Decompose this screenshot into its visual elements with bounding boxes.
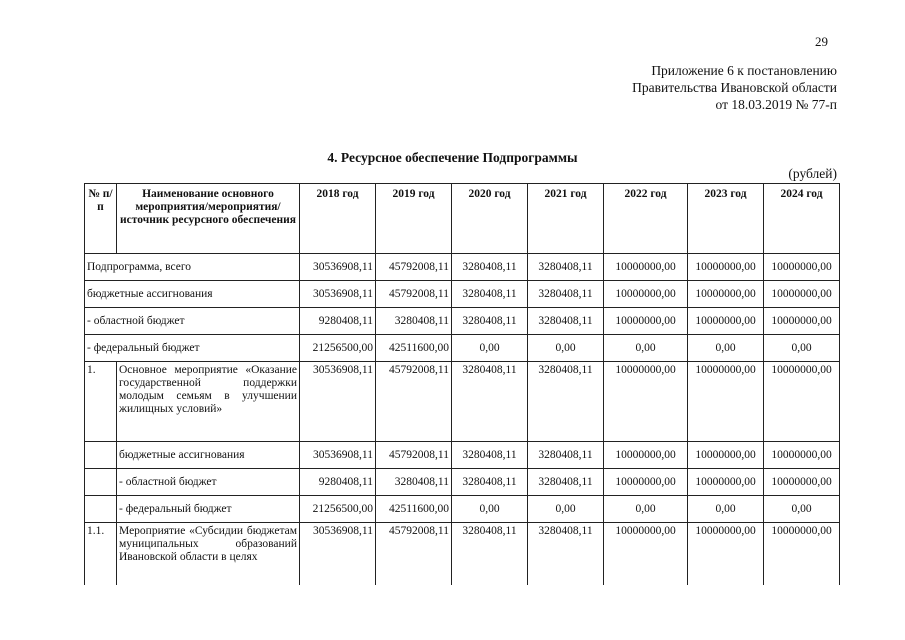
cell-value: 10000000,00 xyxy=(688,442,764,469)
table-row xyxy=(85,469,840,496)
cell-value: 0,00 xyxy=(688,335,764,362)
cell-value: 3280408,11 xyxy=(452,442,528,469)
cell-value: 3280408,11 xyxy=(452,362,528,442)
row-name: - федеральный бюджет xyxy=(85,335,300,362)
appendix-line-1: Приложение 6 к постановлению xyxy=(651,63,837,78)
unit-label: (рублей) xyxy=(788,166,837,181)
table-row xyxy=(85,496,840,523)
row-name: - федеральный бюджет xyxy=(117,496,300,523)
row-name: - областной бюджет xyxy=(85,308,300,335)
cell-value: 10000000,00 xyxy=(604,308,688,335)
header-2018: 2018 год xyxy=(300,184,376,254)
cell-value: 3280408,11 xyxy=(528,523,604,585)
cell-value: 0,00 xyxy=(604,335,688,362)
cell-value: 3280408,11 xyxy=(452,281,528,308)
cell-value: 3280408,11 xyxy=(528,362,604,442)
cell-value: 45792008,11 xyxy=(376,281,452,308)
row-num xyxy=(85,442,117,469)
header-2023: 2023 год xyxy=(688,184,764,254)
cell-value: 30536908,11 xyxy=(300,281,376,308)
table-row xyxy=(85,442,840,469)
row-num xyxy=(85,496,117,523)
row-name: Мероприятие «Субсидии бюджетам муниципальных образований Ивановской области в целях xyxy=(117,523,300,585)
cell-value: 10000000,00 xyxy=(604,442,688,469)
appendix-line-3: от 18.03.2019 № 77-п xyxy=(715,97,837,112)
resource-table xyxy=(84,183,840,585)
cell-value: 10000000,00 xyxy=(764,442,840,469)
cell-value: 3280408,11 xyxy=(376,308,452,335)
table-row xyxy=(85,523,840,585)
cell-value: 10000000,00 xyxy=(764,469,840,496)
table-row xyxy=(85,254,840,281)
row-name: бюджетные ассигнования xyxy=(117,442,300,469)
cell-value: 10000000,00 xyxy=(604,362,688,442)
table-row xyxy=(85,335,840,362)
cell-value: 10000000,00 xyxy=(688,281,764,308)
cell-value: 9280408,11 xyxy=(300,308,376,335)
row-name: бюджетные ассигнования xyxy=(85,281,300,308)
cell-value: 3280408,11 xyxy=(452,469,528,496)
cell-value: 0,00 xyxy=(604,496,688,523)
cell-value: 30536908,11 xyxy=(300,523,376,585)
header-2020: 2020 год xyxy=(452,184,528,254)
appendix-line-2: Правительства Ивановской области xyxy=(632,80,837,95)
cell-value: 10000000,00 xyxy=(764,362,840,442)
cell-value: 3280408,11 xyxy=(452,254,528,281)
cell-value: 10000000,00 xyxy=(688,362,764,442)
header-num: № п/п xyxy=(85,184,117,254)
cell-value: 0,00 xyxy=(764,335,840,362)
cell-value: 45792008,11 xyxy=(376,523,452,585)
cell-value: 10000000,00 xyxy=(764,254,840,281)
cell-value: 10000000,00 xyxy=(764,281,840,308)
cell-value: 3280408,11 xyxy=(452,523,528,585)
cell-value: 42511600,00 xyxy=(376,496,452,523)
header-2024: 2024 год xyxy=(764,184,840,254)
cell-value: 0,00 xyxy=(452,496,528,523)
cell-value: 3280408,11 xyxy=(528,442,604,469)
appendix-note xyxy=(632,62,837,113)
table-row xyxy=(85,281,840,308)
header-2022: 2022 год xyxy=(604,184,688,254)
row-name: Подпрограмма, всего xyxy=(85,254,300,281)
cell-value: 10000000,00 xyxy=(688,254,764,281)
cell-value: 42511600,00 xyxy=(376,335,452,362)
section-title: 4. Ресурсное обеспечение Подпрограммы xyxy=(327,150,578,165)
header-2019: 2019 год xyxy=(376,184,452,254)
cell-value: 10000000,00 xyxy=(604,254,688,281)
header-2021: 2021 год xyxy=(528,184,604,254)
cell-value: 0,00 xyxy=(528,335,604,362)
cell-value: 0,00 xyxy=(528,496,604,523)
cell-value: 0,00 xyxy=(688,496,764,523)
cell-value: 3280408,11 xyxy=(528,281,604,308)
cell-value: 10000000,00 xyxy=(604,281,688,308)
table-header-row xyxy=(85,184,840,254)
cell-value: 45792008,11 xyxy=(376,362,452,442)
cell-value: 30536908,11 xyxy=(300,254,376,281)
row-num: 1.1. xyxy=(85,523,117,585)
cell-value: 10000000,00 xyxy=(688,469,764,496)
cell-value: 3280408,11 xyxy=(528,469,604,496)
row-name: - областной бюджет xyxy=(117,469,300,496)
table-row xyxy=(85,362,840,442)
row-num xyxy=(85,469,117,496)
cell-value: 30536908,11 xyxy=(300,442,376,469)
cell-value: 45792008,11 xyxy=(376,254,452,281)
cell-value: 0,00 xyxy=(764,496,840,523)
cell-value: 3280408,11 xyxy=(528,254,604,281)
row-num: 1. xyxy=(85,362,117,442)
table-row xyxy=(85,308,840,335)
cell-value: 3280408,11 xyxy=(452,308,528,335)
cell-value: 3280408,11 xyxy=(376,469,452,496)
cell-value: 10000000,00 xyxy=(604,523,688,585)
cell-value: 10000000,00 xyxy=(688,523,764,585)
cell-value: 10000000,00 xyxy=(604,469,688,496)
cell-value: 10000000,00 xyxy=(764,523,840,585)
header-name: Наименование основного мероприятия/мероприятия/ источник ресурсного обеспечения xyxy=(117,184,300,254)
page-number: 29 xyxy=(815,34,828,49)
cell-value: 10000000,00 xyxy=(764,308,840,335)
cell-value: 30536908,11 xyxy=(300,362,376,442)
row-name: Основное мероприятие «Оказание государственной поддержки молодым семьям в улучшении жилищных условий» xyxy=(117,362,300,442)
cell-value: 45792008,11 xyxy=(376,442,452,469)
cell-value: 9280408,11 xyxy=(300,469,376,496)
cell-value: 21256500,00 xyxy=(300,496,376,523)
cell-value: 0,00 xyxy=(452,335,528,362)
cell-value: 3280408,11 xyxy=(528,308,604,335)
cell-value: 21256500,00 xyxy=(300,335,376,362)
cell-value: 10000000,00 xyxy=(688,308,764,335)
